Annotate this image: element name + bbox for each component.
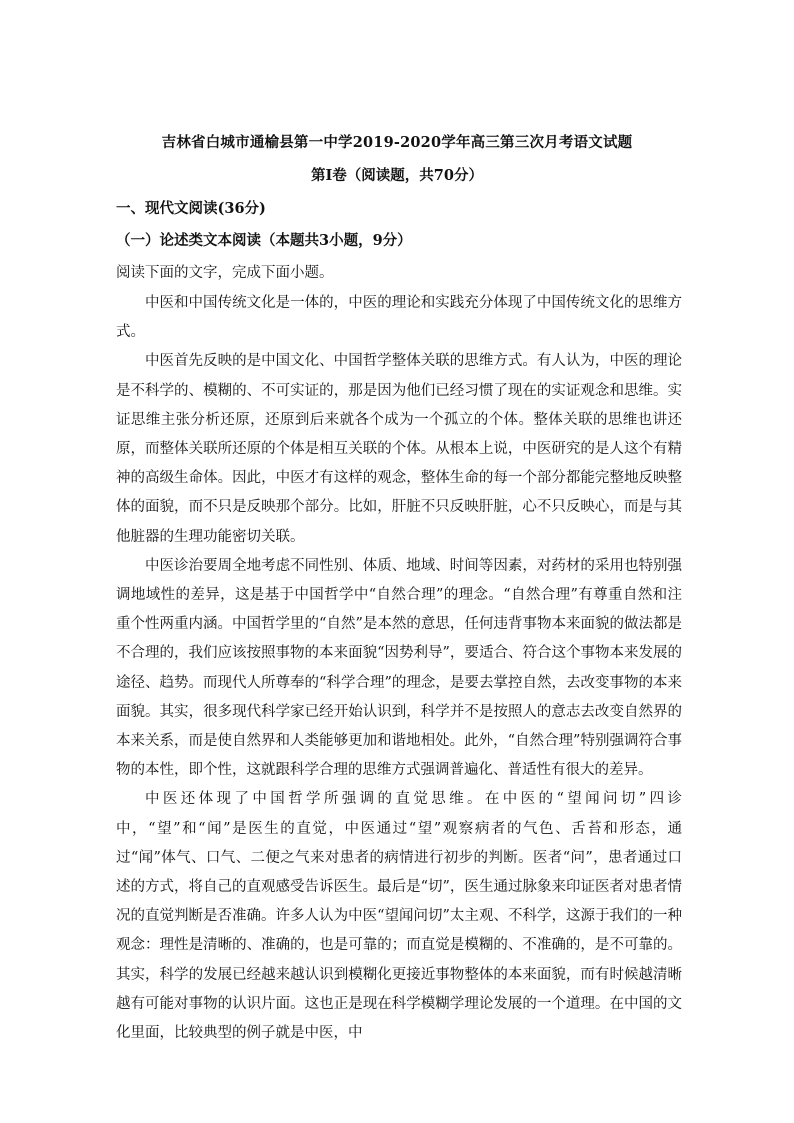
passage-paragraph: 中医诊治要周全地考虑不同性别、体质、地域、时间等因素，对药材的采用也特别强调地域性的差异，这是基于中国哲学中“自然合理”的理念。“自然合理”有尊重自然和注重个性两重内涵。中国哲学里的“自然”是本然的意思，任何违背事物本来面貌的做法都是不合理的，我们应该按照事物的本来面貌“因势利导”，要适合、符合这个事物本来发展的途径、趋势。而现代人所尊奉的“科学合理”的理念，是要去掌控自然，去改变事物的本来面貌。其实，很多现代科学家已经开始认识到，科学并不是按照人的意志去改变自然界的本来关系，而是使自然界和人类能够更加和谐地相处。此外，“自然合理”特别强调符合事物的本性，即个性，这就跟科学合理的思维方式强调普遍化、普适性有很大的差异。 — [116, 557, 682, 779]
volume-heading: 第Ⅰ卷（阅读题，共70分） — [311, 167, 483, 184]
passage-paragraph: 中医和中国传统文化是一体的，中医的理论和实践充分体现了中国传统文化的思维方式。 — [116, 295, 682, 341]
reading-instruction: 阅读下面的文字，完成下面小题。 — [116, 265, 334, 281]
document-title: 吉林省白城市通榆县第一中学2019-2020学年高三第三次月考语文试题 — [161, 134, 633, 151]
passage-body — [116, 289, 682, 1048]
subsection-heading: （一）论述类文本阅读（本题共3小题，9分） — [116, 232, 412, 249]
passage-paragraph: 中医首先反映的是中国文化、中国哲学整体关联的思维方式。有人认为，中医的理论是不科学的、模糊的、不可实证的，那是因为他们已经习惯了现在的实证观念和思维。实证思维主张分析还原，还原到后来就各个成为一个孤立的个体。整体关联的思维也讲还原，而整体关联所还原的个体是相互关联的个体。从根本上说，中医研究的是人这个有精神的高级生命体。因此，中医才有这样的观念，整体生命的每一个部分都能完整地反映整体的面貌，而不只是反映那个部分。比如，肝脏不只反映肝脏，心不只反映心，而是与其他脏器的生理功能密切关联。 — [116, 353, 682, 545]
passage-paragraph: 中医还体现了中国哲学所强调的直觉思维。在中医的“望闻问切”四诊中，“望”和“闻”是医生的直觉，中医通过“望”观察病者的气色、舌苔和形态，通过“闻”体气、口气、二便之气来对患者的病情进行初步的判断。医者“问”，患者通过口述的方式，将自己的直观感受告诉医生。最后是“切”，医生通过脉象来印证医者对患者情况的直觉判断是否准确。许多人认为中医“望闻问切”太主观、不科学，这源于我们的一种观念：理性是清晰的、准确的，也是可靠的；而直觉是模糊的、不准确的，是不可靠的。其实，科学的发展已经越来越认识到模糊化更接近事物整体的本来面貌，而有时候越清晰越有可能对事物的认识片面。这也正是现在科学模糊学理论发展的一个道理。在中国的文化里面，比较典型的例子就是中医，中 — [116, 791, 682, 1042]
section-heading: 一、现代文阅读(36分) — [116, 200, 266, 217]
